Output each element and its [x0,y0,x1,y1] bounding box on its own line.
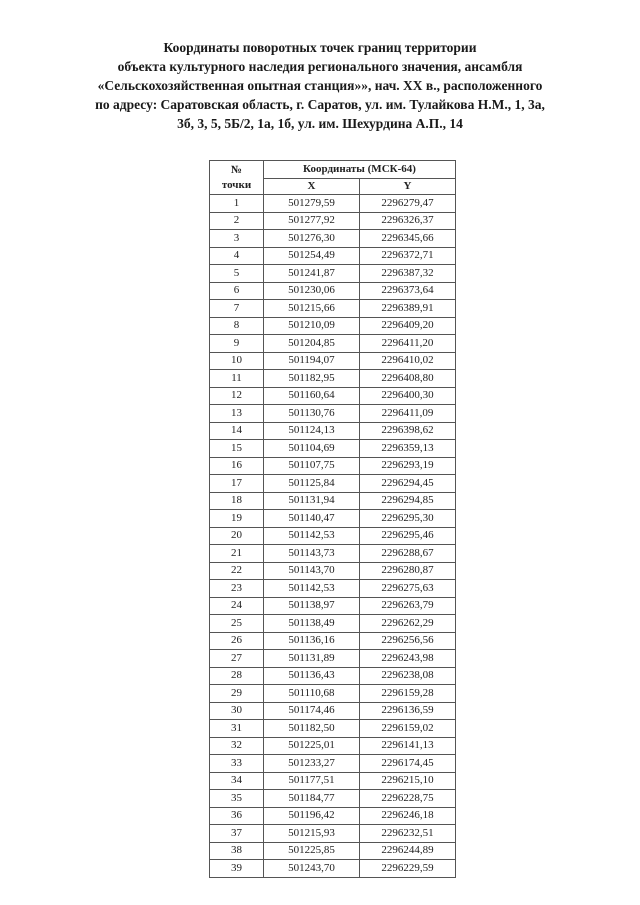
y-coordinate-cell: 2296256,56 [360,632,456,650]
point-number-cell: 15 [210,440,264,458]
x-coordinate-cell: 501140,47 [264,510,360,528]
x-coordinate-cell: 501138,49 [264,615,360,633]
y-coordinate-cell: 2296280,87 [360,562,456,580]
y-coordinate-cell: 2296326,37 [360,212,456,230]
y-coordinate-cell: 2296246,18 [360,807,456,825]
y-coordinate-cell: 2296229,59 [360,860,456,878]
table-row [210,405,456,423]
x-coordinate-cell: 501196,42 [264,807,360,825]
point-number-cell: 7 [210,300,264,318]
x-coordinate-cell: 501254,49 [264,247,360,265]
table-row [210,230,456,248]
table-row [210,457,456,475]
y-coordinate-cell: 2296244,89 [360,842,456,860]
y-coordinate-cell: 2296159,02 [360,720,456,738]
table-row [210,650,456,668]
y-coordinate-cell: 2296295,30 [360,510,456,528]
y-coordinate-cell: 2296411,09 [360,405,456,423]
document-title [40,38,600,133]
y-coordinate-cell: 2296359,13 [360,440,456,458]
x-coordinate-cell: 501182,50 [264,720,360,738]
point-number-cell: 27 [210,650,264,668]
y-coordinate-cell: 2296262,29 [360,615,456,633]
y-coordinate-cell: 2296279,47 [360,195,456,213]
title-line: 3б, 3, 5, 5Б/2, 1а, 1б, ул. им. Шехурдина А.П., 14 [177,116,463,131]
x-coordinate-cell: 501107,75 [264,457,360,475]
x-coordinate-cell: 501182,95 [264,370,360,388]
table-row [210,387,456,405]
x-coordinate-cell: 501142,53 [264,527,360,545]
x-coordinate-cell: 501131,89 [264,650,360,668]
point-number-cell: 21 [210,545,264,563]
y-coordinate-cell: 2296141,13 [360,737,456,755]
point-number-cell: 17 [210,475,264,493]
x-coordinate-cell: 501215,93 [264,825,360,843]
x-coordinate-cell: 501142,53 [264,580,360,598]
y-coordinate-cell: 2296387,32 [360,265,456,283]
point-number-cell: 29 [210,685,264,703]
point-number-cell: 6 [210,282,264,300]
x-coordinate-cell: 501277,92 [264,212,360,230]
table-header-row [210,161,456,179]
table-row [210,475,456,493]
table-row [210,685,456,703]
point-number-cell: 38 [210,842,264,860]
y-coordinate-cell: 2296345,66 [360,230,456,248]
y-coordinate-cell: 2296372,71 [360,247,456,265]
x-coordinate-cell: 501110,68 [264,685,360,703]
table-row [210,527,456,545]
table-row [210,580,456,598]
header-coordinates: Координаты (МСК-64) [264,161,456,179]
table-row [210,265,456,283]
header-y: Y [360,179,456,195]
x-coordinate-cell: 501276,30 [264,230,360,248]
x-coordinate-cell: 501225,01 [264,737,360,755]
x-coordinate-cell: 501230,06 [264,282,360,300]
y-coordinate-cell: 2296174,45 [360,755,456,773]
table-row [210,632,456,650]
point-number-cell: 1 [210,195,264,213]
title-line: «Сельскохозяйственная опытная станция»», нач. XX в., расположенного [97,78,543,93]
table-row [210,720,456,738]
table-row [210,335,456,353]
y-coordinate-cell: 2296398,62 [360,422,456,440]
point-number-cell: 34 [210,772,264,790]
table-row [210,615,456,633]
title-line: объекта культурного наследия регионального значения, ансамбля [117,59,523,74]
point-number-cell: 16 [210,457,264,475]
point-number-cell: 13 [210,405,264,423]
point-number-cell: 5 [210,265,264,283]
y-coordinate-cell: 2296275,63 [360,580,456,598]
point-number-cell: 20 [210,527,264,545]
table-row [210,597,456,615]
point-number-cell: 10 [210,352,264,370]
header-point-word: точки [221,178,252,191]
x-coordinate-cell: 501215,66 [264,300,360,318]
table-row [210,755,456,773]
y-coordinate-cell: 2296228,75 [360,790,456,808]
point-number-cell: 2 [210,212,264,230]
title-line: Координаты поворотных точек границ территории [163,40,477,55]
y-coordinate-cell: 2296293,19 [360,457,456,475]
point-number-cell: 28 [210,667,264,685]
point-number-cell: 36 [210,807,264,825]
table-row [210,247,456,265]
table-row [210,667,456,685]
x-coordinate-cell: 501184,77 [264,790,360,808]
x-coordinate-cell: 501225,85 [264,842,360,860]
y-coordinate-cell: 2296408,80 [360,370,456,388]
point-number-cell: 32 [210,737,264,755]
y-coordinate-cell: 2296373,64 [360,282,456,300]
y-coordinate-cell: 2296400,30 [360,387,456,405]
y-coordinate-cell: 2296232,51 [360,825,456,843]
x-coordinate-cell: 501130,76 [264,405,360,423]
point-number-cell: 3 [210,230,264,248]
table-row [210,790,456,808]
point-number-cell: 8 [210,317,264,335]
x-coordinate-cell: 501279,59 [264,195,360,213]
point-number-cell: 9 [210,335,264,353]
x-coordinate-cell: 501160,64 [264,387,360,405]
point-number-cell: 14 [210,422,264,440]
x-coordinate-cell: 501143,70 [264,562,360,580]
point-number-cell: 37 [210,825,264,843]
x-coordinate-cell: 501204,85 [264,335,360,353]
x-coordinate-cell: 501174,46 [264,702,360,720]
y-coordinate-cell: 2296263,79 [360,597,456,615]
y-coordinate-cell: 2296243,98 [360,650,456,668]
x-coordinate-cell: 501136,16 [264,632,360,650]
y-coordinate-cell: 2296411,20 [360,335,456,353]
x-coordinate-cell: 501143,73 [264,545,360,563]
y-coordinate-cell: 2296238,08 [360,667,456,685]
table-row [210,702,456,720]
table-row [210,772,456,790]
point-number-cell: 33 [210,755,264,773]
table-row [210,825,456,843]
table-row [210,807,456,825]
point-number-cell: 24 [210,597,264,615]
table-row [210,440,456,458]
x-coordinate-cell: 501125,84 [264,475,360,493]
header-number-sign: № [230,163,243,176]
y-coordinate-cell: 2296136,59 [360,702,456,720]
point-number-cell: 35 [210,790,264,808]
y-coordinate-cell: 2296294,45 [360,475,456,493]
point-number-cell: 39 [210,860,264,878]
table-row [210,195,456,213]
point-number-cell: 11 [210,370,264,388]
point-number-cell: 25 [210,615,264,633]
table-body [210,195,456,878]
header-point-number [210,161,264,195]
table-row [210,737,456,755]
x-coordinate-cell: 501194,07 [264,352,360,370]
table-row [210,842,456,860]
x-coordinate-cell: 501131,94 [264,492,360,510]
table-row [210,300,456,318]
point-number-cell: 26 [210,632,264,650]
table-row [210,562,456,580]
table-row [210,492,456,510]
x-coordinate-cell: 501177,51 [264,772,360,790]
title-line: по адресу: Саратовская область, г. Саратов, ул. им. Тулайкова Н.М., 1, 3а, [95,97,545,112]
table-row [210,317,456,335]
x-coordinate-cell: 501243,70 [264,860,360,878]
x-coordinate-cell: 501104,69 [264,440,360,458]
point-number-cell: 4 [210,247,264,265]
header-x: X [264,179,360,195]
x-coordinate-cell: 501233,27 [264,755,360,773]
coordinates-table [209,160,456,878]
point-number-cell: 31 [210,720,264,738]
x-coordinate-cell: 501138,97 [264,597,360,615]
y-coordinate-cell: 2296215,10 [360,772,456,790]
point-number-cell: 23 [210,580,264,598]
table-row [210,422,456,440]
point-number-cell: 19 [210,510,264,528]
table-row [210,510,456,528]
x-coordinate-cell: 501210,09 [264,317,360,335]
point-number-cell: 18 [210,492,264,510]
table-row [210,370,456,388]
x-coordinate-cell: 501241,87 [264,265,360,283]
table-row [210,545,456,563]
table-row [210,282,456,300]
x-coordinate-cell: 501136,43 [264,667,360,685]
point-number-cell: 22 [210,562,264,580]
point-number-cell: 30 [210,702,264,720]
table-row [210,212,456,230]
y-coordinate-cell: 2296410,02 [360,352,456,370]
table-row [210,860,456,878]
x-coordinate-cell: 501124,13 [264,422,360,440]
y-coordinate-cell: 2296159,28 [360,685,456,703]
table-row [210,352,456,370]
point-number-cell: 12 [210,387,264,405]
y-coordinate-cell: 2296409,20 [360,317,456,335]
y-coordinate-cell: 2296389,91 [360,300,456,318]
y-coordinate-cell: 2296288,67 [360,545,456,563]
y-coordinate-cell: 2296295,46 [360,527,456,545]
y-coordinate-cell: 2296294,85 [360,492,456,510]
